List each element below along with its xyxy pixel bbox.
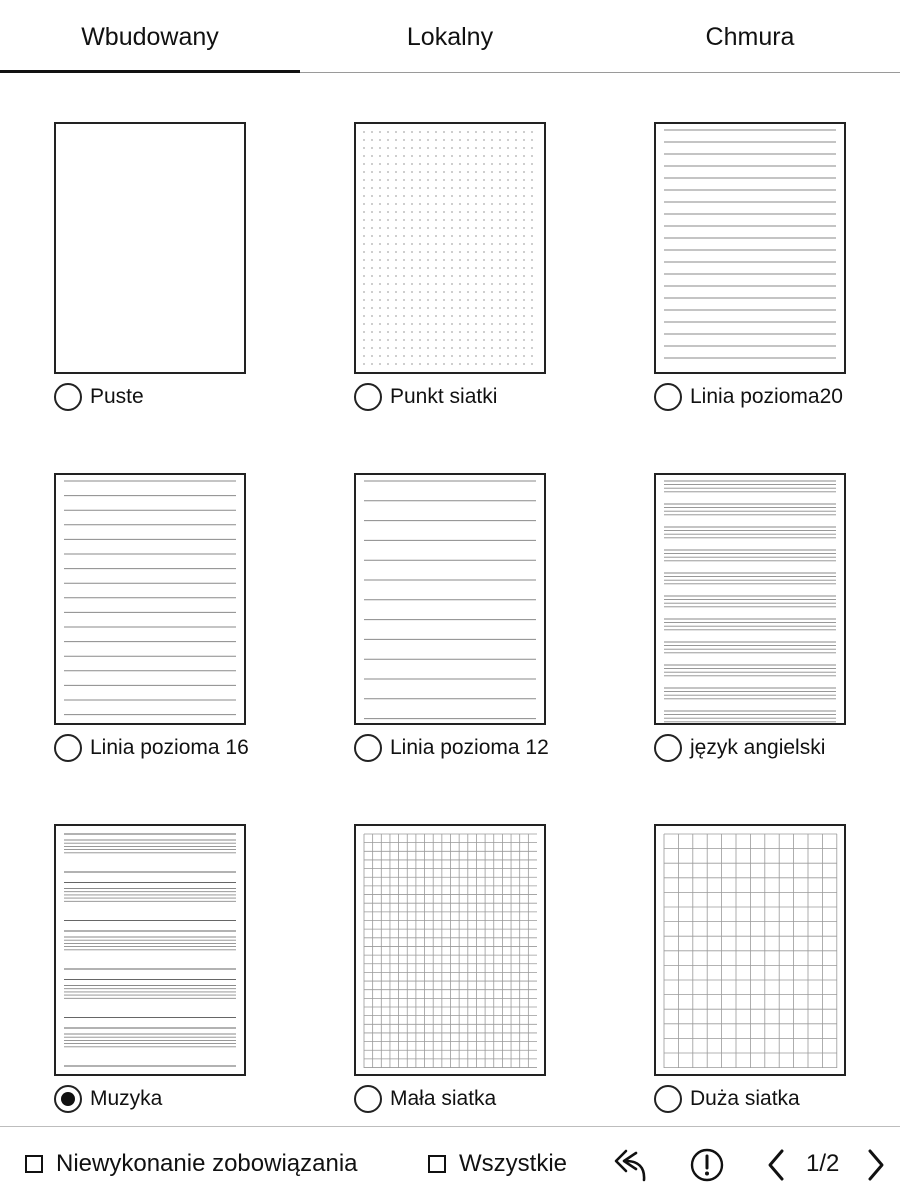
template-item-music[interactable] — [54, 824, 294, 1124]
default-checkbox[interactable] — [25, 1155, 43, 1173]
template-thumbnail — [654, 824, 846, 1076]
english-lines-pattern — [656, 475, 844, 723]
template-thumbnail — [654, 122, 846, 374]
template-label: Linia pozioma20 — [690, 385, 843, 408]
template-radio[interactable] — [354, 383, 382, 411]
template-radio[interactable] — [654, 1085, 682, 1113]
template-radio[interactable] — [654, 734, 682, 762]
template-item-english[interactable] — [654, 473, 894, 773]
template-label: Punkt siatki — [390, 385, 498, 408]
lines-20-pattern — [656, 124, 844, 372]
large-grid-pattern — [656, 826, 844, 1074]
template-item-blank[interactable] — [54, 122, 294, 422]
music-staves-pattern — [56, 826, 244, 1074]
info-alert-icon[interactable] — [690, 1148, 724, 1187]
blank-page-pattern — [56, 124, 244, 372]
bottom-bar — [0, 1126, 900, 1201]
template-label: Mała siatka — [390, 1087, 497, 1110]
lines-16-pattern — [56, 475, 244, 723]
tab-bar — [0, 0, 900, 73]
template-item-large-grid[interactable] — [654, 824, 894, 1124]
lines-12-pattern — [356, 475, 544, 723]
chevron-right-icon[interactable] — [864, 1147, 888, 1188]
template-item-lines-12[interactable] — [354, 473, 594, 773]
template-thumbnail — [54, 473, 246, 725]
template-radio[interactable] — [654, 383, 682, 411]
template-label: Muzyka — [90, 1087, 163, 1110]
template-label: Linia pozioma 16 — [90, 736, 249, 759]
template-thumbnail — [54, 824, 246, 1076]
dot-grid-pattern — [356, 124, 544, 372]
template-thumbnail — [654, 473, 846, 725]
tab-local[interactable]: Lokalny — [406, 23, 494, 51]
template-label: Linia pozioma 12 — [390, 736, 549, 759]
reply-back-icon[interactable] — [612, 1147, 652, 1188]
template-item-dot-grid[interactable] — [354, 122, 594, 422]
template-thumbnail — [354, 824, 546, 1076]
template-label: Duża siatka — [690, 1087, 800, 1110]
default-checkbox-label[interactable]: Niewykonanie zobowiązania — [56, 1150, 358, 1177]
template-radio[interactable] — [54, 734, 82, 762]
template-item-small-grid[interactable] — [354, 824, 594, 1124]
template-thumbnail — [54, 122, 246, 374]
all-checkbox-label[interactable]: Wszystkie — [459, 1150, 567, 1177]
chevron-left-icon[interactable] — [764, 1147, 788, 1188]
page-indicator: 1/2 — [806, 1150, 840, 1177]
all-checkbox[interactable] — [428, 1155, 446, 1173]
template-item-lines-16[interactable] — [54, 473, 294, 773]
tab-cloud[interactable]: Chmura — [705, 23, 795, 51]
template-radio-selected[interactable] — [54, 1085, 82, 1113]
small-grid-pattern — [356, 826, 544, 1074]
template-thumbnail — [354, 122, 546, 374]
tab-builtin[interactable]: Wbudowany — [0, 0, 300, 72]
template-label: język angielski — [690, 736, 826, 759]
template-label: Puste — [90, 385, 144, 408]
template-thumbnail — [354, 473, 546, 725]
template-item-lines-20[interactable] — [654, 122, 894, 422]
template-radio[interactable] — [54, 383, 82, 411]
template-radio[interactable] — [354, 734, 382, 762]
template-radio[interactable] — [354, 1085, 382, 1113]
